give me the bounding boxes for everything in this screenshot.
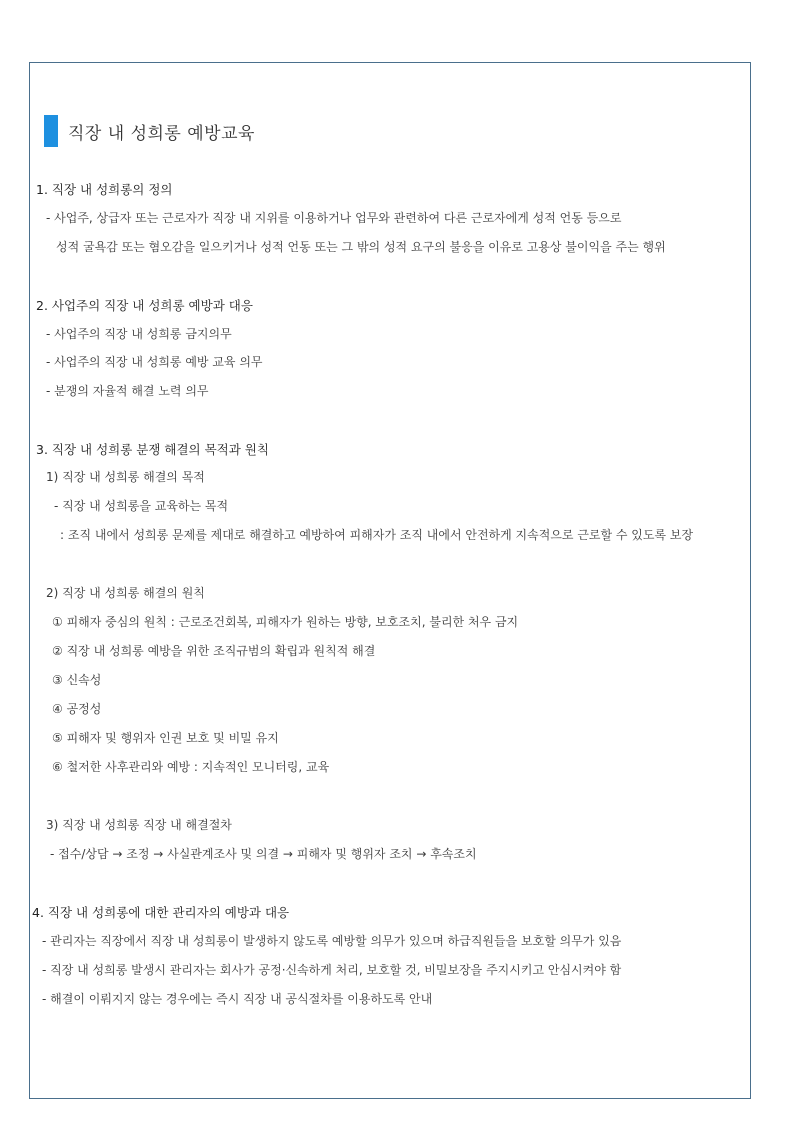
principle-item: ⑥ 철저한 사후관리와 예방 : 지속적인 모니터링, 교육 xyxy=(52,760,330,774)
page-title xyxy=(44,114,255,148)
section-3-sub-2-heading: 2) 직장 내 성희롱 해결의 원칙 xyxy=(46,586,205,600)
section-4-heading: 4. 직장 내 성희롱에 대한 관리자의 예방과 대응 xyxy=(32,905,290,920)
section-3-sub-1-line-2: : 조직 내에서 성희롱 문제를 제대로 해결하고 예방하여 피해자가 조직 내에서 안전하게 지속적으로 근로할 수 있도록 보장 xyxy=(60,528,694,542)
section-3-sub-1-heading: 1) 직장 내 성희롱 해결의 목적 xyxy=(46,470,205,484)
section-3-sub-3-heading: 3) 직장 내 성희롱 직장 내 해결절차 xyxy=(46,818,232,832)
principle-item: ③ 신속성 xyxy=(52,673,102,687)
principle-item: ⑤ 피해자 및 행위자 인권 보호 및 비밀 유지 xyxy=(52,731,279,745)
section-4-item: - 관리자는 직장에서 직장 내 성희롱이 발생하지 않도록 예방할 의무가 있으며 하급직원들을 보호할 의무가 있음 xyxy=(42,934,622,948)
section-3-heading: 3. 직장 내 성희롱 분쟁 해결의 목적과 원칙 xyxy=(36,442,269,457)
section-4-item: - 해결이 이뤄지지 않는 경우에는 즉시 직장 내 공식절차를 이용하도록 안내 xyxy=(42,992,433,1006)
section-2-item: - 분쟁의 자율적 해결 노력 의무 xyxy=(46,384,209,398)
section-1-line-2: 성적 굴욕감 또는 혐오감을 일으키거나 성적 언동 또는 그 밖의 성적 요구의 불응을 이유로 고용상 불이익을 주는 행위 xyxy=(56,240,666,254)
title-text: 직장 내 성희롱 예방교육 xyxy=(68,123,255,144)
section-2-item: - 사업주의 직장 내 성희롱 예방 교육 의무 xyxy=(46,355,263,369)
title-accent-bar xyxy=(44,115,58,147)
principle-item: ① 피해자 중심의 원칙 : 근로조건회복, 피해자가 원하는 방향, 보호조치, 불리한 처우 금지 xyxy=(52,615,519,629)
section-2-item: - 사업주의 직장 내 성희롱 금지의무 xyxy=(46,327,232,341)
section-1-line-1: - 사업주, 상급자 또는 근로자가 직장 내 지위를 이용하거나 업무와 관련하여 다른 근로자에게 성적 언동 등으로 xyxy=(46,211,622,225)
section-1-heading: 1. 직장 내 성희롱의 정의 xyxy=(36,182,173,197)
section-4-item: - 직장 내 성희롱 발생시 관리자는 회사가 공정·신속하게 처리, 보호할 것, 비밀보장을 주지시키고 안심시켜야 함 xyxy=(42,963,622,977)
section-3-sub-1-line-1: - 직장 내 성희롱을 교육하는 목적 xyxy=(54,499,229,513)
section-2-heading: 2. 사업주의 직장 내 성희롱 예방과 대응 xyxy=(36,298,253,313)
principle-item: ④ 공정성 xyxy=(52,702,102,716)
procedure-line: - 접수/상담 → 조정 → 사실관계조사 및 의결 → 피해자 및 행위자 조치 → 후속조치 xyxy=(50,847,477,861)
principle-item: ② 직장 내 성희롱 예방을 위한 조직규범의 확립과 원칙적 해결 xyxy=(52,644,376,658)
